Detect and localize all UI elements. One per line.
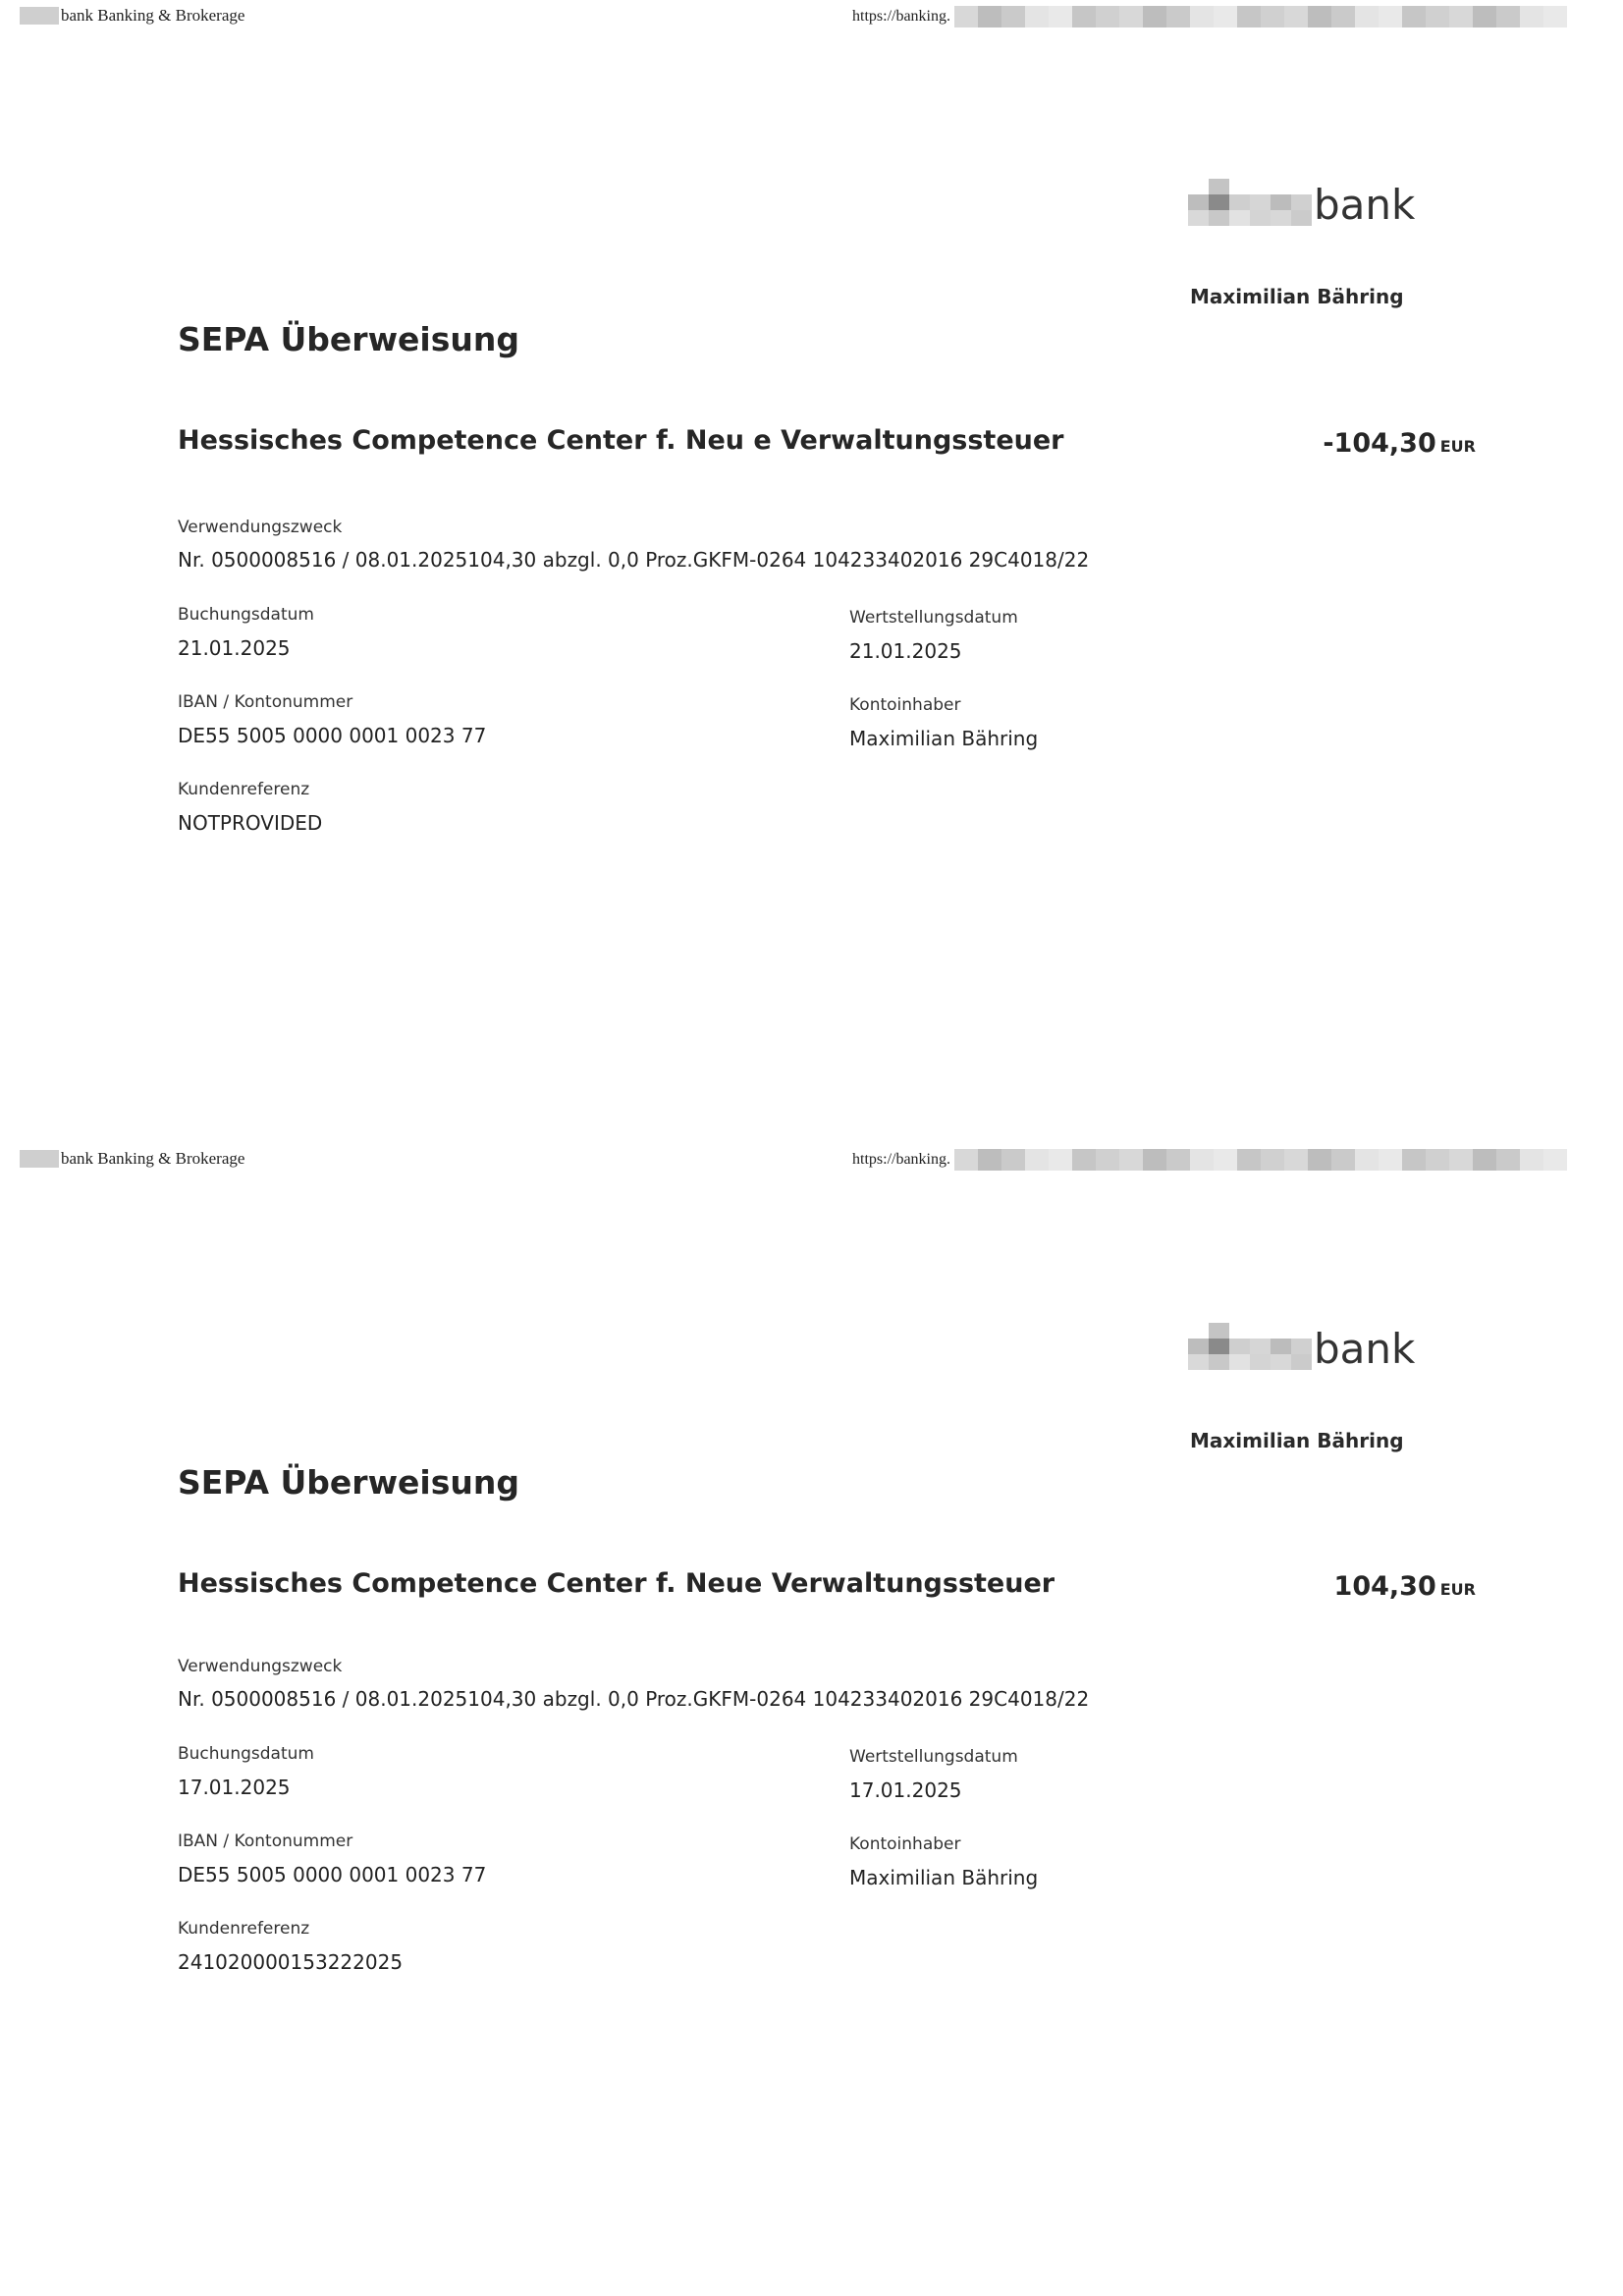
payee-name: Hessisches Competence Center f. Neu e Verwaltungssteuer bbox=[178, 425, 1064, 456]
redaction-pixel bbox=[1271, 1354, 1291, 1370]
redaction-pixel bbox=[1331, 6, 1355, 27]
redaction-pixel bbox=[1261, 1149, 1284, 1171]
redaction-pixel bbox=[1229, 1354, 1250, 1370]
redaction-pixel bbox=[1209, 1323, 1229, 1339]
redaction-pixel bbox=[1308, 1149, 1331, 1171]
print-header bbox=[20, 1149, 1610, 1175]
redaction-pixel bbox=[1271, 1323, 1291, 1339]
redaction-pixel bbox=[1209, 194, 1229, 210]
redaction-pixel bbox=[1449, 6, 1473, 27]
redacted-logo-mark bbox=[1188, 1323, 1312, 1370]
redaction-pixel bbox=[1209, 1354, 1229, 1370]
customer-reference-value: NOTPROVIDED bbox=[178, 811, 323, 835]
redaction-pixel bbox=[1250, 210, 1271, 226]
redaction-pixel bbox=[1250, 194, 1271, 210]
redaction-pixel bbox=[1229, 210, 1250, 226]
redaction-pixel bbox=[1308, 6, 1331, 27]
redaction-pixel bbox=[1543, 1149, 1567, 1171]
iban-value: DE55 5005 0000 0001 0023 77 bbox=[178, 724, 487, 747]
redaction-pixel bbox=[1291, 1339, 1312, 1354]
account-holder-value: Maximilian Bähring bbox=[849, 1866, 1039, 1889]
redaction-pixel bbox=[1271, 210, 1291, 226]
redaction-pixel bbox=[1188, 1323, 1209, 1339]
redaction-pixel bbox=[1001, 1149, 1025, 1171]
redaction-pixel bbox=[1543, 6, 1567, 27]
redaction-pixel bbox=[1250, 1339, 1271, 1354]
redaction-pixel bbox=[1291, 1354, 1312, 1370]
redaction-pixel bbox=[1214, 6, 1237, 27]
value-date-label: Wertstellungsdatum bbox=[849, 1747, 1018, 1767]
value-date-label: Wertstellungsdatum bbox=[849, 608, 1018, 628]
redaction-pixel bbox=[1496, 6, 1520, 27]
redacted-url bbox=[954, 1149, 1567, 1171]
transfer-amount bbox=[1323, 428, 1476, 459]
purpose-value: Nr. 0500008516 / 08.01.2025104,30 abzgl. 0,0 Proz.GKFM-0264 104233402016 29C4018/22 bbox=[178, 548, 1090, 572]
redaction-pixel bbox=[1291, 210, 1312, 226]
redaction-pixel bbox=[1229, 179, 1250, 194]
redaction-pixel bbox=[1166, 6, 1190, 27]
redaction-pixel bbox=[978, 6, 1001, 27]
amount-currency: EUR bbox=[1439, 1580, 1476, 1599]
bank-logo-word: bank bbox=[1314, 181, 1416, 229]
redaction-pixel bbox=[1291, 1323, 1312, 1339]
bank-logo bbox=[1188, 179, 1416, 229]
redaction-pixel bbox=[1250, 179, 1271, 194]
bank-logo-word: bank bbox=[1314, 1325, 1416, 1373]
redaction-pixel bbox=[1072, 6, 1096, 27]
payee-name: Hessisches Competence Center f. Neue Verwaltungssteuer bbox=[178, 1568, 1055, 1599]
redaction-pixel bbox=[1049, 1149, 1072, 1171]
redaction-pixel bbox=[1072, 1149, 1096, 1171]
redaction-pixel bbox=[1188, 194, 1209, 210]
value-date-value: 17.01.2025 bbox=[849, 1778, 962, 1802]
redaction-pixel bbox=[1379, 1149, 1402, 1171]
bank-logo bbox=[1188, 1323, 1416, 1373]
transfer-amount bbox=[1334, 1571, 1476, 1602]
redaction-pixel bbox=[1096, 1149, 1119, 1171]
redaction-pixel bbox=[1473, 6, 1496, 27]
redaction-pixel bbox=[978, 1149, 1001, 1171]
redaction-pixel bbox=[1355, 1149, 1379, 1171]
amount-currency: EUR bbox=[1439, 437, 1476, 456]
redaction-pixel bbox=[1229, 194, 1250, 210]
redaction-pixel bbox=[1025, 1149, 1049, 1171]
redaction-pixel bbox=[1229, 1339, 1250, 1354]
redaction-pixel bbox=[1188, 210, 1209, 226]
redaction-pixel bbox=[1209, 179, 1229, 194]
redacted-block bbox=[20, 1150, 59, 1168]
purpose-value: Nr. 0500008516 / 08.01.2025104,30 abzgl. 0,0 Proz.GKFM-0264 104233402016 29C4018/22 bbox=[178, 1687, 1090, 1711]
site-name-text: bank Banking & Brokerage bbox=[61, 1149, 245, 1168]
redaction-pixel bbox=[1449, 1149, 1473, 1171]
redaction-pixel bbox=[1271, 194, 1291, 210]
booking-date-label: Buchungsdatum bbox=[178, 605, 314, 625]
redaction-pixel bbox=[1096, 6, 1119, 27]
amount-value: -104,30 bbox=[1323, 428, 1436, 459]
redaction-pixel bbox=[1209, 1339, 1229, 1354]
account-holder-label: Kontoinhaber bbox=[849, 1834, 961, 1854]
redaction-pixel bbox=[1119, 1149, 1143, 1171]
redaction-pixel bbox=[1049, 6, 1072, 27]
amount-value: 104,30 bbox=[1333, 1571, 1436, 1602]
redaction-pixel bbox=[954, 1149, 978, 1171]
booking-date-label: Buchungsdatum bbox=[178, 1744, 314, 1764]
redaction-pixel bbox=[1426, 1149, 1449, 1171]
redaction-pixel bbox=[1119, 6, 1143, 27]
customer-name: Maximilian Bähring bbox=[1190, 285, 1404, 308]
booking-date-value: 21.01.2025 bbox=[178, 636, 291, 660]
account-holder-label: Kontoinhaber bbox=[849, 695, 961, 715]
redaction-pixel bbox=[954, 6, 978, 27]
redaction-pixel bbox=[1250, 1354, 1271, 1370]
account-holder-value: Maximilian Bähring bbox=[849, 727, 1039, 750]
redaction-pixel bbox=[1284, 6, 1308, 27]
redaction-pixel bbox=[1426, 6, 1449, 27]
redaction-pixel bbox=[1166, 1149, 1190, 1171]
redaction-pixel bbox=[1520, 6, 1543, 27]
redaction-pixel bbox=[1250, 1323, 1271, 1339]
iban-label: IBAN / Kontonummer bbox=[178, 692, 353, 712]
customer-reference-label: Kundenreferenz bbox=[178, 1919, 310, 1939]
booking-date-value: 17.01.2025 bbox=[178, 1776, 291, 1799]
redacted-block bbox=[20, 7, 59, 25]
redaction-pixel bbox=[1291, 179, 1312, 194]
iban-value: DE55 5005 0000 0001 0023 77 bbox=[178, 1863, 487, 1886]
iban-label: IBAN / Kontonummer bbox=[178, 1831, 353, 1851]
page-url-text: https://banking. bbox=[852, 8, 950, 25]
document-title: SEPA Überweisung bbox=[178, 1463, 519, 1502]
redacted-url bbox=[954, 6, 1567, 27]
redaction-pixel bbox=[1001, 6, 1025, 27]
redaction-pixel bbox=[1025, 6, 1049, 27]
redaction-pixel bbox=[1402, 1149, 1426, 1171]
purpose-label: Verwendungszweck bbox=[178, 1657, 343, 1676]
site-name bbox=[20, 1149, 244, 1169]
redaction-pixel bbox=[1188, 1354, 1209, 1370]
redaction-pixel bbox=[1291, 194, 1312, 210]
redaction-pixel bbox=[1143, 1149, 1166, 1171]
redaction-pixel bbox=[1190, 6, 1214, 27]
redacted-logo-mark bbox=[1188, 179, 1312, 226]
redaction-pixel bbox=[1402, 6, 1426, 27]
transfer-record-2 bbox=[0, 1139, 1623, 2278]
redaction-pixel bbox=[1188, 179, 1209, 194]
redaction-pixel bbox=[1261, 6, 1284, 27]
redaction-pixel bbox=[1229, 1323, 1250, 1339]
site-name bbox=[20, 6, 244, 26]
redaction-pixel bbox=[1284, 1149, 1308, 1171]
redaction-pixel bbox=[1271, 179, 1291, 194]
page-url-text: https://banking. bbox=[852, 1151, 950, 1168]
redaction-pixel bbox=[1143, 6, 1166, 27]
redaction-pixel bbox=[1214, 1149, 1237, 1171]
customer-name: Maximilian Bähring bbox=[1190, 1429, 1404, 1452]
redaction-pixel bbox=[1520, 1149, 1543, 1171]
customer-reference-label: Kundenreferenz bbox=[178, 780, 310, 799]
redaction-pixel bbox=[1379, 6, 1402, 27]
redaction-pixel bbox=[1473, 1149, 1496, 1171]
redaction-pixel bbox=[1190, 1149, 1214, 1171]
page-url bbox=[852, 1149, 1567, 1171]
redaction-pixel bbox=[1496, 1149, 1520, 1171]
print-header bbox=[20, 6, 1610, 31]
site-name-text: bank Banking & Brokerage bbox=[61, 6, 245, 25]
redaction-pixel bbox=[1209, 210, 1229, 226]
transfer-record-1 bbox=[0, 0, 1623, 1139]
value-date-value: 21.01.2025 bbox=[849, 639, 962, 663]
redaction-pixel bbox=[1237, 6, 1261, 27]
customer-reference-value: 241020000153222025 bbox=[178, 1950, 404, 1974]
redaction-pixel bbox=[1188, 1339, 1209, 1354]
purpose-label: Verwendungszweck bbox=[178, 518, 343, 537]
redaction-pixel bbox=[1331, 1149, 1355, 1171]
page-url bbox=[852, 6, 1567, 27]
redaction-pixel bbox=[1237, 1149, 1261, 1171]
document-title: SEPA Überweisung bbox=[178, 320, 519, 358]
redaction-pixel bbox=[1355, 6, 1379, 27]
redaction-pixel bbox=[1271, 1339, 1291, 1354]
